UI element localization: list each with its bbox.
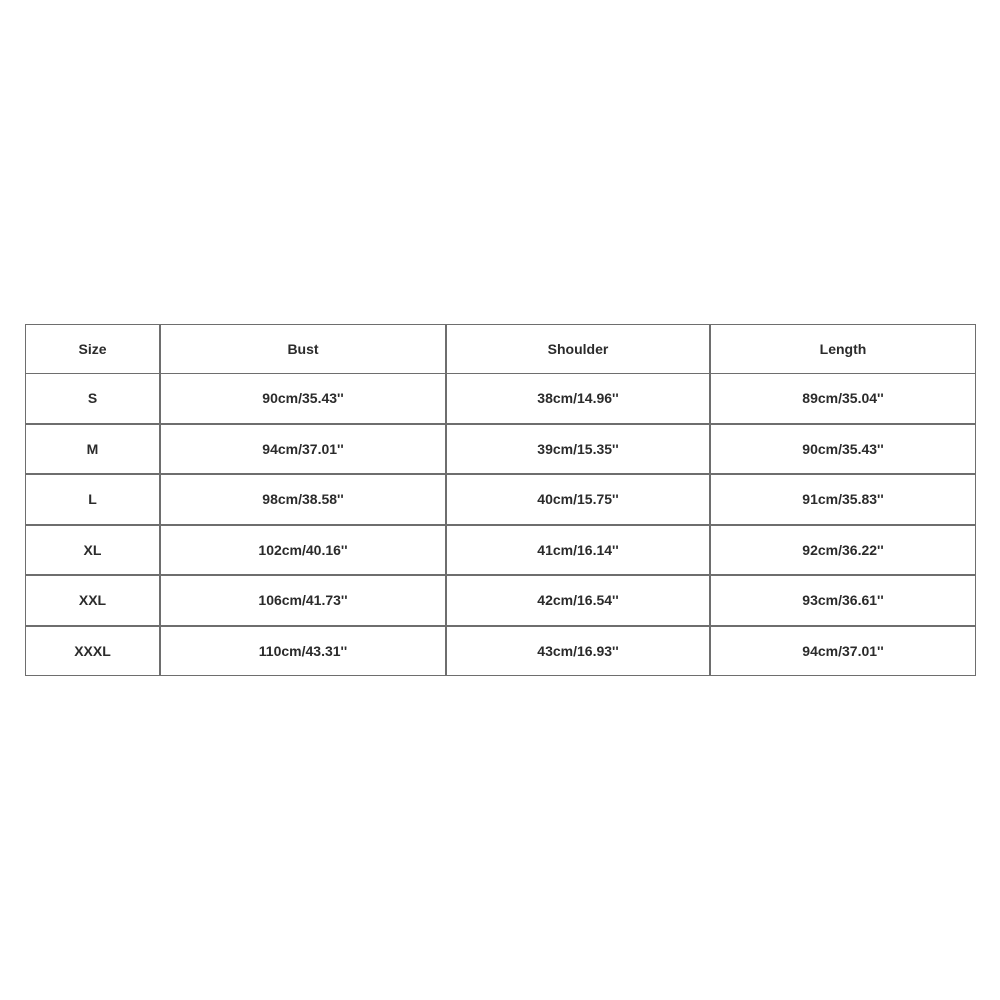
table-row: [26, 627, 976, 677]
cell-size: XXL: [26, 576, 161, 627]
cell-shoulder: 39cm/15.35'': [447, 425, 711, 476]
table-row: [26, 526, 976, 577]
cell-bust: 110cm/43.31'': [161, 627, 447, 677]
cell-bust: 94cm/37.01'': [161, 425, 447, 476]
cell-size: XL: [26, 526, 161, 577]
table-row: [26, 576, 976, 627]
cell-shoulder: 41cm/16.14'': [447, 526, 711, 577]
cell-length: 93cm/36.61'': [711, 576, 976, 627]
cell-length: 91cm/35.83'': [711, 475, 976, 526]
cell-size: S: [26, 374, 161, 425]
cell-shoulder: 40cm/15.75'': [447, 475, 711, 526]
cell-shoulder: 42cm/16.54'': [447, 576, 711, 627]
table-row: [26, 425, 976, 476]
cell-bust: 98cm/38.58'': [161, 475, 447, 526]
header-length: Length: [711, 325, 976, 374]
size-chart-table: [25, 324, 976, 676]
header-bust: Bust: [161, 325, 447, 374]
cell-shoulder: 43cm/16.93'': [447, 627, 711, 677]
cell-shoulder: 38cm/14.96'': [447, 374, 711, 425]
cell-length: 90cm/35.43'': [711, 425, 976, 476]
cell-size: M: [26, 425, 161, 476]
table-row: [26, 374, 976, 425]
cell-bust: 102cm/40.16'': [161, 526, 447, 577]
cell-bust: 90cm/35.43'': [161, 374, 447, 425]
cell-size: L: [26, 475, 161, 526]
cell-bust: 106cm/41.73'': [161, 576, 447, 627]
cell-length: 92cm/36.22'': [711, 526, 976, 577]
header-size: Size: [26, 325, 161, 374]
cell-length: 89cm/35.04'': [711, 374, 976, 425]
table-row: [26, 475, 976, 526]
header-shoulder: Shoulder: [447, 325, 711, 374]
header-row: [26, 325, 976, 374]
cell-size: XXXL: [26, 627, 161, 677]
cell-length: 94cm/37.01'': [711, 627, 976, 677]
